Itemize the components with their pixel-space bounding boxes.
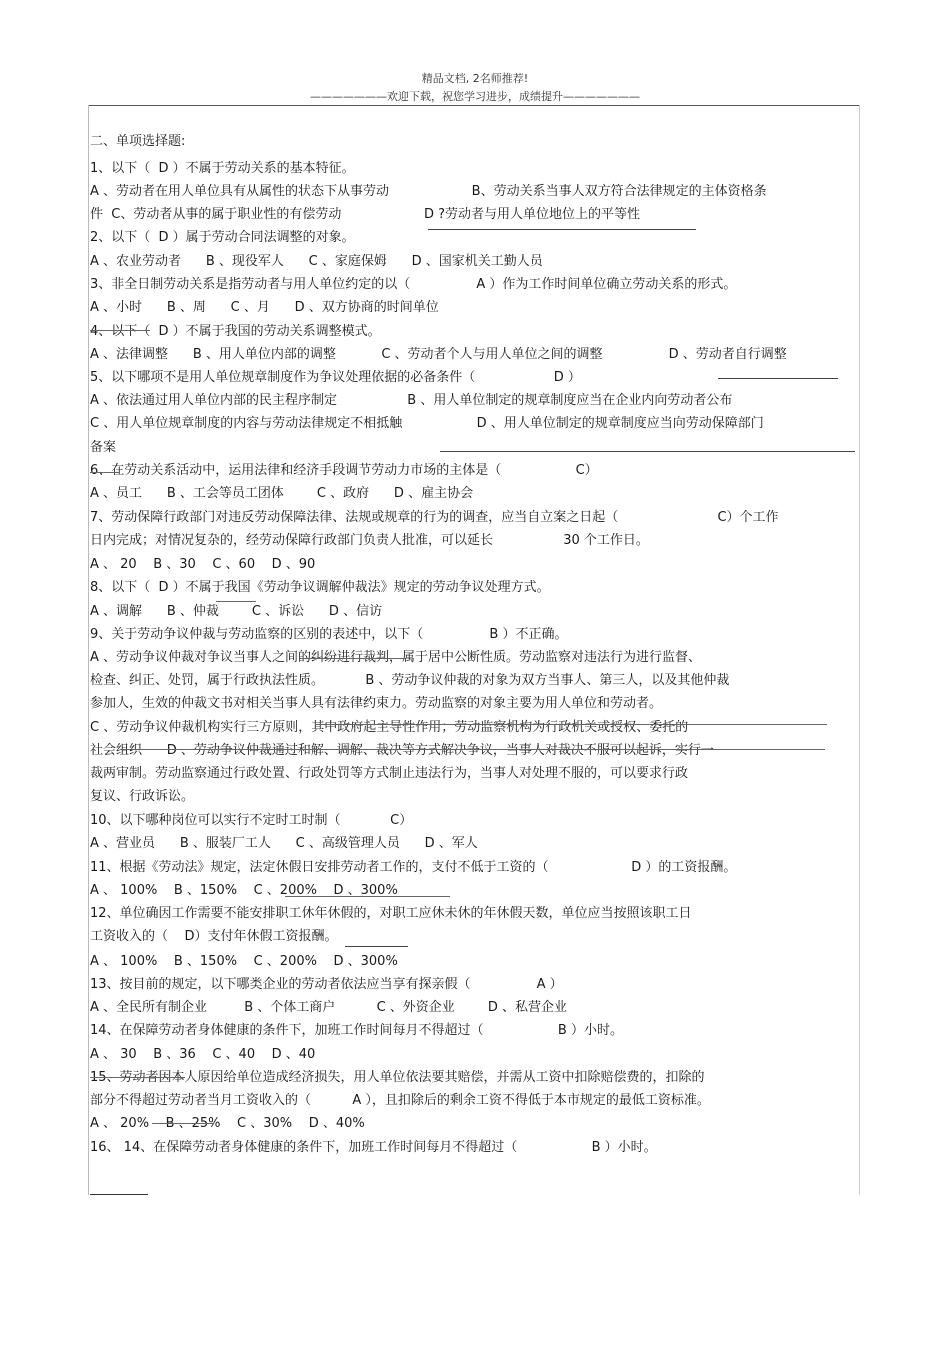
strike-q15-options <box>152 1123 214 1124</box>
section-heading: 二、单项选择题: <box>90 134 186 149</box>
underline-q8 <box>216 601 256 602</box>
strike-q6 <box>90 472 120 473</box>
question-11-options: A 、 100% B 、150% C 、200% D 、300% <box>90 883 398 898</box>
question-2: 2、以下（ D ）属于劳动合同法调整的对象。 <box>90 230 355 245</box>
header-line-1: 精品文档, 2名师推荐! <box>421 72 529 85</box>
header-line-2: ———————欢迎下载，祝您学习进步，成绩提升——————— <box>310 90 640 103</box>
question-7: 7、劳动保障行政部门对违反劳动保障法律、法规或规章的行为的调查，应当自立案之日起（ C）个工作 <box>90 510 779 525</box>
question-5-options-c: 备案 <box>90 440 117 455</box>
question-7-cont: 日内完成；对情况复杂的，经劳动保障行政部门负责人批准，可以延长 30 个工作日。 <box>90 533 649 548</box>
strike-q4 <box>90 330 150 331</box>
question-15: 15、劳动者因本人原因给单位造成经济损失，用人单位依法要其赔偿，并需从工资中扣除赔偿费的，扣除的 <box>90 1070 705 1085</box>
underline-q5-end <box>440 451 855 452</box>
underline-q11 <box>285 896 450 897</box>
question-9-option-a-2: 检查、纠正、处罚，属于行政执法性质。 B 、劳动争议仲裁的对象为双方当事人、第三人，以及其他仲裁 <box>90 673 730 688</box>
question-9-option-d-1: 社会组织 D 、劳动争议仲裁通过和解、调解、裁决等方式解决争议，当事人对裁决不服可以起诉，实行一 <box>90 743 714 758</box>
question-2-options: A 、农业劳动者 B 、现役军人 C 、家庭保姆 D 、国家机关工勤人员 <box>90 254 543 269</box>
question-15-cont: 部分不得超过劳动者当月工资收入的（ A ），且扣除后的剩余工资不得低于本市规定的最低工资标准。 <box>90 1093 710 1108</box>
question-14: 14、在保障劳动者身体健康的条件下，加班工作时间每月不得超过（ B ）小时。 <box>90 1023 623 1038</box>
question-10: 10、以下哪种岗位可以实行不定时工时制（ C） <box>90 813 413 828</box>
question-16: 16、 14、在保障劳动者身体健康的条件下，加班工作时间每月不得超过（ B ）小时。 <box>90 1140 657 1155</box>
question-8-options: A 、调解 B 、仲裁 C 、诉讼 D 、信访 <box>90 604 383 619</box>
question-6: 6、在劳动关系活动中，运用法律和经济手段调节劳动力市场的主体是（ C） <box>90 463 598 478</box>
question-10-options: A 、营业员 B 、服装厂工人 C 、高级管理人员 D 、军人 <box>90 836 478 851</box>
question-12: 12、单位确因工作需要不能安排职工休年休假的，对职工应休未休的年休假天数，单位应当按照该职工日 <box>90 906 692 921</box>
question-9: 9、关于劳动争议仲裁与劳动监察的区别的表述中，以下（ B ）不正确。 <box>90 627 568 642</box>
question-1-options-a: A 、劳动者在用人单位具有从属性的状态下从事劳动 B、劳动关系当事人双方符合法律规定的主体资格条 <box>90 184 767 199</box>
strike-q9a <box>300 658 405 659</box>
question-12-cont: 工资收入的（ D）支付年休假工资报酬。 <box>90 929 338 944</box>
strike-q15 <box>90 1077 185 1078</box>
frame-top-border <box>88 105 860 106</box>
question-4-options: A 、法律调整 B 、用人单位内部的调整 C 、劳动者个人与用人单位之间的调整 D 、劳动者自行调整 <box>90 347 787 362</box>
question-9-option-d-2: 裁两审制。劳动监察通过行政处置、行政处罚等方式制止违法行为，当事人对处理不服的，可以要求行政 <box>90 766 689 781</box>
strike-q9c <box>315 724 827 725</box>
question-9-option-d-3: 复议、行政诉讼。 <box>90 789 195 804</box>
question-6-options: A 、员工 B 、工会等员工团体 C 、政府 D 、雇主协会 <box>90 486 474 501</box>
underline-q12 <box>345 946 408 947</box>
question-9-option-c: C 、劳动争议仲裁机构实行三方原则，其中政府起主导性作用；劳动监察机构为行政机关或授权、委托的 <box>90 720 689 735</box>
question-9-option-a-1: A 、劳动争议仲裁对争议当事人之间的纠纷进行裁判，属于居中公断性质。劳动监察对违法行为进行监督、 <box>90 650 702 665</box>
question-5-options-b: C 、用人单位规章制度的内容与劳动法律规定不相抵触 D 、用人单位制定的规章制度应当向劳动保障部门 <box>90 416 764 431</box>
question-3-options: A 、小时 B 、周 C 、月 D 、双方协商的时间单位 <box>90 300 439 315</box>
question-4: 4、以下（ D ）不属于我国的劳动关系调整模式。 <box>90 324 381 339</box>
question-3: 3、非全日制劳动关系是指劳动者与用人单位约定的以（ A ）作为工作时间单位确立劳动关系的形式。 <box>90 277 737 292</box>
underline-q1 <box>428 229 696 230</box>
question-13: 13、按目前的规定，以下哪类企业的劳动者依法应当享有探亲假（ A ） <box>90 977 563 992</box>
question-11: 11、根据《劳动法》规定，法定休假日安排劳动者工作的，支付不低于工资的（ D ）的工资报酬。 <box>90 860 737 875</box>
question-15-options: A 、 20% B 、25% C 、30% D 、40% <box>90 1116 365 1131</box>
underline-q5 <box>718 378 838 379</box>
question-1: 1、以下（ D ）不属于劳动关系的基本特征。 <box>90 161 355 176</box>
frame-left-border <box>88 105 89 1195</box>
question-7-options: A 、 20 B 、30 C 、60 D 、90 <box>90 557 316 572</box>
question-5-options-a: A 、依法通过用人单位内部的民主程序制定 B 、用人单位制定的规章制度应当在企业内向劳动者公布 <box>90 393 733 408</box>
footer-rule <box>90 1194 148 1195</box>
question-8: 8、以下（ D ）不属于我国《劳动争议调解仲裁法》规定的劳动争议处理方式。 <box>90 580 550 595</box>
question-9-option-b: 参加人，生效的仲裁文书对相关当事人具有法律约束力。劳动监察的对象主要为用人单位和劳动者。 <box>90 696 663 711</box>
question-1-options-b: 件 C、劳动者从事的属于职业性的有偿劳动 D ?劳动者与用人单位地位上的平等性 <box>90 207 641 222</box>
question-5: 5、以下哪项不是用人单位规章制度作为争议处理依据的必备条件（ D ） <box>90 370 581 385</box>
frame-right-border <box>859 105 860 1195</box>
question-14-options: A 、 30 B 、36 C 、40 D 、40 <box>90 1047 316 1062</box>
question-13-options: A 、全民所有制企业 B 、个体工商户 C 、外资企业 D 、私营企业 <box>90 1000 568 1015</box>
question-12-options: A 、 100% B 、150% C 、200% D 、300% <box>90 954 398 969</box>
strike-q9d <box>120 749 825 750</box>
